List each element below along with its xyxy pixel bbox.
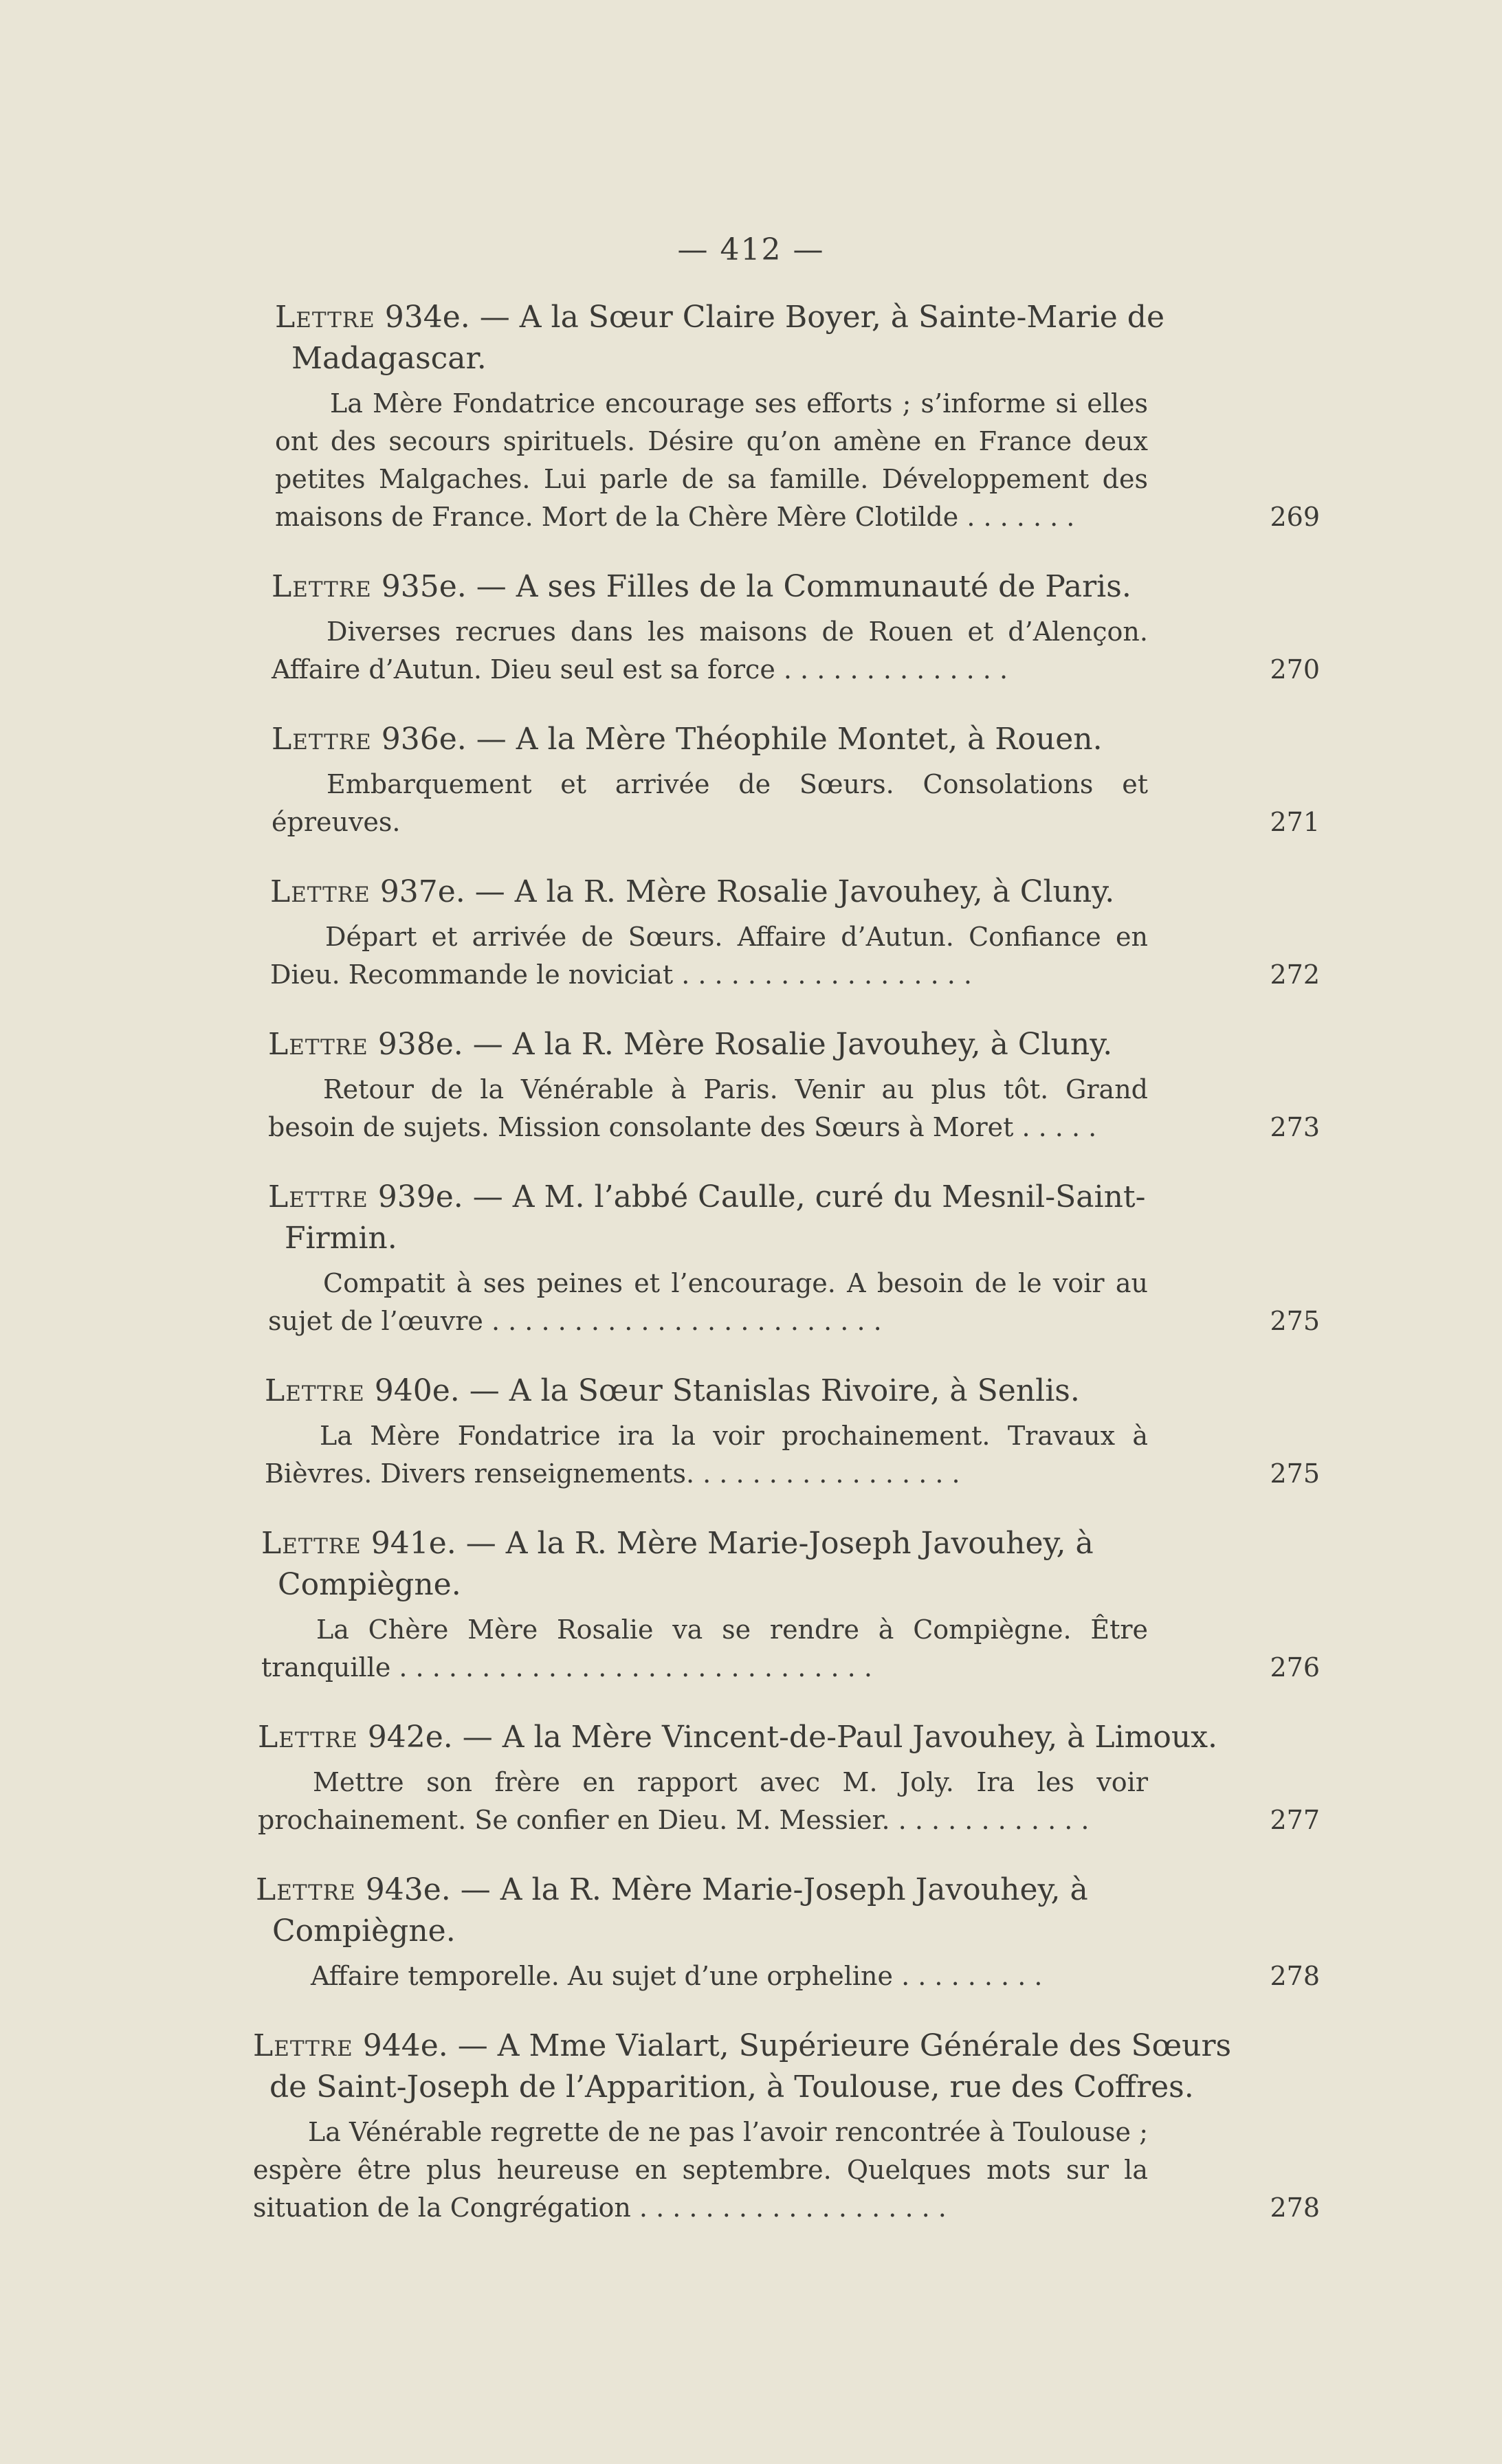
entry-heading — [253, 2025, 1248, 2108]
letter-number: 936e. — [381, 722, 467, 757]
entry-summary: Embarquement et arrivée de Sœurs. Consolations et épreuves. — [272, 769, 1148, 837]
entry-summary: Mettre son frère en rapport avec M. Joly. Ira les voir prochainement. Se confier en Dieu. M. Messier. . . . . . . . . . . . . — [258, 1767, 1148, 1835]
toc-entry — [268, 1177, 1502, 1340]
letter-label: Lettre — [261, 1526, 362, 1561]
letter-label: Lettre — [256, 1872, 356, 1907]
recipient: — A M. l’abbé Caulle, curé du Mesnil-Saint-Firmin. — [285, 1179, 1146, 1256]
page-reference: 278 — [1270, 2193, 1320, 2223]
letter-number: 938e. — [377, 1027, 463, 1062]
toc-entry — [258, 1717, 1502, 1839]
page-reference: 276 — [1270, 1652, 1320, 1683]
toc-entry — [256, 1869, 1502, 1995]
letter-number: 941e. — [371, 1526, 456, 1561]
page-reference: 277 — [1270, 1805, 1320, 1835]
recipient: — A la Sœur Stanislas Rivoire, à Senlis. — [459, 1373, 1080, 1408]
entry-summary-block — [256, 1957, 1502, 1995]
entry-heading — [258, 1717, 1248, 1758]
recipient: — A la Sœur Claire Boyer, à Sainte-Marie de Madagascar. — [291, 300, 1165, 376]
recipient: — A ses Filles de la Communauté de Paris. — [466, 569, 1131, 604]
letter-label: Lettre — [268, 1027, 368, 1062]
page-reference: 272 — [1270, 959, 1320, 990]
entry-summary-block — [272, 613, 1502, 689]
entry-summary: Compatit à ses peines et l’encourage. A besoin de le voir au sujet de l’œuvre . . . . . . . . . . . . . . . . . . . . . . . . — [268, 1268, 1148, 1336]
entry-summary-block — [253, 2113, 1502, 2227]
entry-heading — [265, 1370, 1248, 1412]
entry-heading — [268, 1024, 1248, 1065]
recipient: — A la R. Mère Marie-Joseph Javouhey, à Compiègne. — [272, 1872, 1088, 1949]
letter-label: Lettre — [258, 1720, 358, 1755]
entry-heading — [275, 297, 1248, 379]
letter-number: 937e. — [379, 874, 465, 909]
letter-number: 934e. — [384, 300, 470, 335]
page-reference: 273 — [1270, 1112, 1320, 1142]
entry-summary: La Chère Mère Rosalie va se rendre à Compiègne. Être tranquille . . . . . . . . . . . . . . . . . . . . . . . . . . . . . — [261, 1614, 1148, 1683]
recipient: — A la R. Mère Marie-Joseph Javouhey, à Compiègne. — [278, 1526, 1094, 1602]
letter-number: 939e. — [377, 1179, 463, 1214]
entry-summary-block — [265, 1417, 1502, 1493]
page-reference: 278 — [1270, 1961, 1320, 1991]
letter-number: 942e. — [367, 1720, 453, 1755]
toc-entry — [275, 297, 1502, 536]
entry-summary-block — [258, 1764, 1502, 1839]
entry-summary: Affaire temporelle. Au sujet d’une orpheline . . . . . . . . . — [311, 1961, 1043, 1991]
table-of-contents — [0, 297, 1502, 2257]
toc-entry — [270, 872, 1502, 994]
letter-number: 940e. — [374, 1373, 460, 1408]
letter-label: Lettre — [272, 722, 372, 757]
letter-label: Lettre — [253, 2028, 353, 2063]
letter-number: 943e. — [365, 1872, 451, 1907]
letter-label: Lettre — [275, 300, 375, 335]
toc-entry — [265, 1370, 1502, 1493]
recipient: — A la Mère Vincent-de-Paul Javouhey, à Limoux. — [452, 1720, 1218, 1755]
toc-entry — [268, 1024, 1502, 1146]
recipient: — A Mme Vialart, Supérieure Générale des Sœurs de Saint-Joseph de l’Apparition, à Toulouse, rue des Coffres. — [269, 2028, 1232, 2105]
entry-heading — [261, 1523, 1248, 1606]
letter-number: 944e. — [362, 2028, 448, 2063]
entry-summary: La Mère Fondatrice encourage ses efforts ; s’informe si elles ont des secours spirituels. Désire qu’on amène en France deux petites Malgaches. Lui parle de sa famille. Développement des maisons de France. Mort de la Chère Mère Clotilde . . . . . . . — [275, 388, 1148, 532]
entry-summary: Départ et arrivée de Sœurs. Affaire d’Autun. Confiance en Dieu. Recommande le noviciat . . . . . . . . . . . . . . . . . . — [270, 922, 1148, 990]
entry-summary: Diverses recrues dans les maisons de Rouen et d’Alençon. Affaire d’Autun. Dieu seul est sa force . . . . . . . . . . . . . . — [272, 617, 1148, 685]
toc-entry — [272, 719, 1502, 841]
toc-entry — [253, 2025, 1502, 2227]
entry-summary-block — [272, 766, 1502, 841]
page-number: — 412 — — [677, 232, 825, 267]
entry-summary: Retour de la Vénérable à Paris. Venir au plus tôt. Grand besoin de sujets. Mission consolante des Sœurs à Moret . . . . . — [268, 1074, 1148, 1142]
page-reference: 275 — [1270, 1458, 1320, 1489]
recipient: — A la R. Mère Rosalie Javouhey, à Cluny. — [463, 1027, 1113, 1062]
entry-summary: La Mère Fondatrice ira la voir prochainement. Travaux à Bièvres. Divers renseignements. . . . . . . . . . . . . . . . . — [265, 1421, 1148, 1489]
entry-heading — [272, 719, 1248, 760]
toc-entry — [272, 566, 1502, 689]
entry-summary-block — [268, 1265, 1502, 1340]
letter-label: Lettre — [265, 1373, 365, 1408]
entry-heading — [272, 566, 1248, 608]
entry-summary-block — [275, 385, 1502, 536]
entry-summary-block — [268, 1071, 1502, 1146]
entry-summary-block — [261, 1611, 1502, 1687]
page-reference: 269 — [1270, 502, 1320, 532]
page-reference: 271 — [1270, 807, 1320, 837]
letter-label: Lettre — [272, 569, 372, 604]
letter-label: Lettre — [270, 874, 371, 909]
letter-label: Lettre — [268, 1179, 368, 1214]
letter-number: 935e. — [381, 569, 467, 604]
entry-summary: La Vénérable regrette de ne pas l’avoir rencontrée à Toulouse ; espère être plus heureuse en septembre. Quelques mots sur la situation de la Congrégation . . . . . . . . . . . . . . . . . . . — [253, 2117, 1148, 2223]
entry-heading — [268, 1177, 1248, 1259]
entry-summary-block — [270, 918, 1502, 994]
recipient: — A la Mère Théophile Montet, à Rouen. — [466, 722, 1103, 757]
toc-entry — [261, 1523, 1502, 1687]
page-reference: 270 — [1270, 654, 1320, 685]
entry-heading — [256, 1869, 1248, 1952]
page-reference: 275 — [1270, 1306, 1320, 1336]
entry-heading — [270, 872, 1248, 913]
recipient: — A la R. Mère Rosalie Javouhey, à Cluny. — [465, 874, 1115, 909]
